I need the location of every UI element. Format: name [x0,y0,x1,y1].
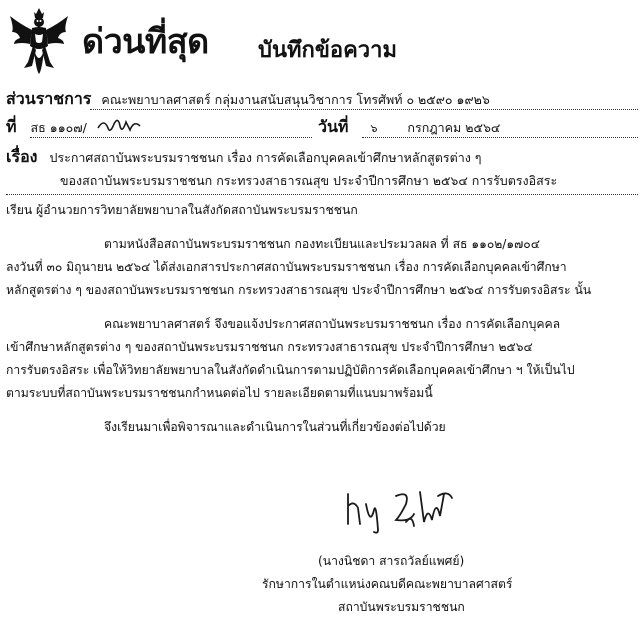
urgent-stamp: ด่วนที่สุด [82,22,209,62]
agency-value: คณะพยาบาลศาสตร์ กลุ่มงานสนับสนุนวิชาการ โทรศัพท์ ๐ ๒๕๙๐ ๑๙๒๖ [101,92,490,107]
paragraph-1-line-2: ลงวันที่ ๓๐ มิถุนายน ๒๕๖๔ ได้ส่งเอกสารประกาศสถาบันพระบรมราชชนก เรื่อง การคัดเลือกบุคคลเข้าศึกษา [6,260,567,274]
subject-line-2: ของสถาบันพระบรมราชชนก กระทรวงสาธารณสุข ประจำปีการศึกษา ๒๕๖๔ การรับตรงอิสระ [60,173,558,188]
subject-row [6,148,482,167]
signatory-position: รักษาการในตำแหน่งคณบดีคณะพยาบาลศาสตร์ [262,577,513,591]
date-row [318,118,500,138]
closing-paragraph: จึงเรียนมาเพื่อพิจารณาและดำเนินการในส่วนที่เกี่ยวข้องต่อไปด้วย [104,420,446,434]
paragraph-2-line-2: เข้าศึกษาหลักสูตรต่าง ๆ ของสถาบันพระบรมราชชนก กระทรวงสาธารณสุข ประจำปีการศึกษา ๒๕๖๔ [6,340,533,354]
agency-label: ส่วนราชการ [6,89,92,108]
date-day: ๖ [370,122,378,135]
memo-title: บันทึกข้อความ [258,38,398,63]
agency-row [6,90,490,109]
handwritten-signature [340,486,460,536]
paragraph-2-line-1: คณะพยาบาลศาสตร์ จึงขอแจ้งประกาศสถาบันพระบรมราชชนก เรื่อง การคัดเลือกบุคคล [104,317,561,331]
signatory-organization: สถาบันพระบรมราชชนก [338,600,465,614]
subject-label: เรื่อง [6,147,38,166]
paragraph-1-line-3: หลักสูตรต่าง ๆ ของสถาบันพระบรมราชชนก กระทรวงสาธารณสุข ประจำปีการศึกษา ๒๕๖๔ การรับตรงอิสระ นั้น [6,283,592,297]
ref-value: สธ ๑๑๐๗/ [30,120,87,135]
date-dotline [362,137,638,138]
paragraph-2-line-4: ตามระบบที่สถาบันพระบรมราชชนกกำหนดต่อไป รายละเอียดตามที่แนบมาพร้อมนี้ [6,386,433,400]
paragraph-1-line-1: ตามหนังสือสถาบันพระบรมราชชนก กองทะเบียนและประมวลผล ที่ สธ ๑๑๐๒/๑๗๐๔ [104,237,540,251]
ref-row [6,118,87,137]
paragraph-2-line-3: การรับตรงอิสระ เพื่อให้วิทยาลัยพยาบาลในสังกัดดำเนินการตามปฏิบัติการคัดเลือกบุคคลเข้าศึกษา ฯ ให้เป็นไป [6,363,575,377]
ref-label: ที่ [6,117,17,136]
ref-dotline [30,137,312,138]
subject-line-1: ประกาศสถาบันพระบรมราชชนก เรื่อง การคัดเลือกบุคคลเข้าศึกษาหลักสูตรต่าง ๆ [49,150,482,165]
date-label: วันที่ [318,117,349,136]
subject-dotline [6,194,638,195]
handwritten-ref-number [96,114,142,138]
agency-dotline [90,109,638,110]
salutation: เรียน ผู้อำนวยการวิทยาลัยพยาบาลในสังกัดสถาบันพระบรมราชชนก [6,203,358,217]
signatory-name: (นางนิชดา สารถวัลย์แพศย์) [318,554,465,568]
date-rest: กรกฎาคม ๒๕๖๔ [407,120,501,135]
garuda-emblem-icon [8,6,70,76]
